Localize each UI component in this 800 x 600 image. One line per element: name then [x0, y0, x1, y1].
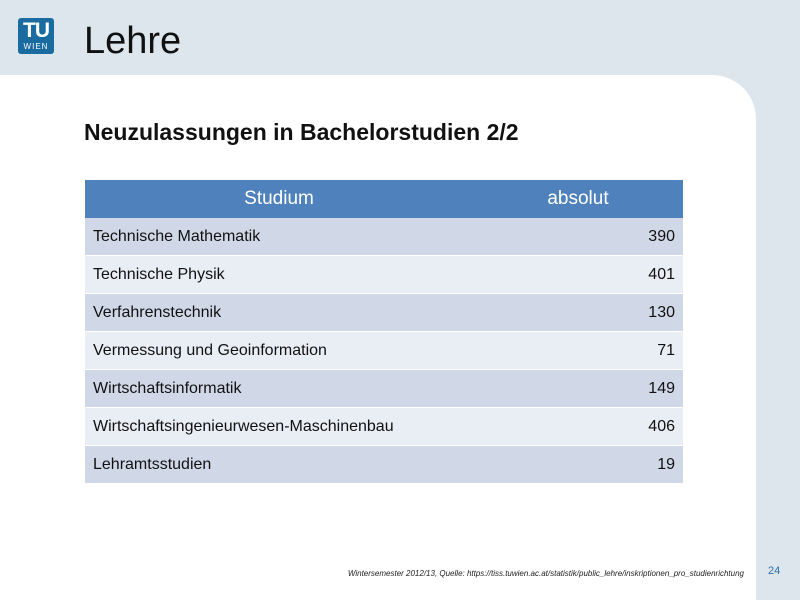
- table-row: [85, 332, 683, 370]
- cell-absolut: 149: [473, 370, 683, 408]
- table-header-row: [85, 180, 683, 218]
- column-header-studium: Studium: [85, 180, 473, 218]
- table-row: [85, 370, 683, 408]
- table-row: [85, 408, 683, 446]
- table-row: [85, 218, 683, 256]
- cell-absolut: 19: [473, 446, 683, 484]
- admissions-table: [85, 180, 683, 483]
- cell-absolut: 130: [473, 294, 683, 332]
- column-header-absolut: absolut: [473, 180, 683, 218]
- cell-studium: Wirtschaftsinformatik: [85, 370, 473, 408]
- table-row: [85, 294, 683, 332]
- cell-absolut: 406: [473, 408, 683, 446]
- cell-absolut: 71: [473, 332, 683, 370]
- page-number: 24: [768, 565, 781, 577]
- logo-text-tu: TU: [23, 19, 49, 42]
- cell-studium: Vermessung und Geoinformation: [85, 332, 473, 370]
- cell-absolut: 390: [473, 218, 683, 256]
- table-row: [85, 256, 683, 294]
- slide-header: [0, 0, 800, 75]
- cell-studium: Lehramtsstudien: [85, 446, 473, 484]
- cell-studium: Technische Physik: [85, 256, 473, 294]
- slide-subtitle: Neuzulassungen in Bachelorstudien 2/2: [84, 119, 519, 145]
- table-row: [85, 446, 683, 484]
- source-footnote: Wintersemester 2012/13, Quelle: https://tiss.tuwien.ac.at/statistik/public_lehre/inskriptionen_pro_studienrichtung: [347, 569, 744, 578]
- cell-absolut: 401: [473, 256, 683, 294]
- tu-wien-logo: [18, 18, 54, 54]
- cell-studium: Wirtschaftsingenieurwesen-Maschinenbau: [85, 408, 473, 446]
- cell-studium: Verfahrenstechnik: [85, 294, 473, 332]
- page-title: Lehre: [84, 20, 182, 62]
- cell-studium: Technische Mathematik: [85, 218, 473, 256]
- logo-text-wien: WIEN: [23, 42, 49, 51]
